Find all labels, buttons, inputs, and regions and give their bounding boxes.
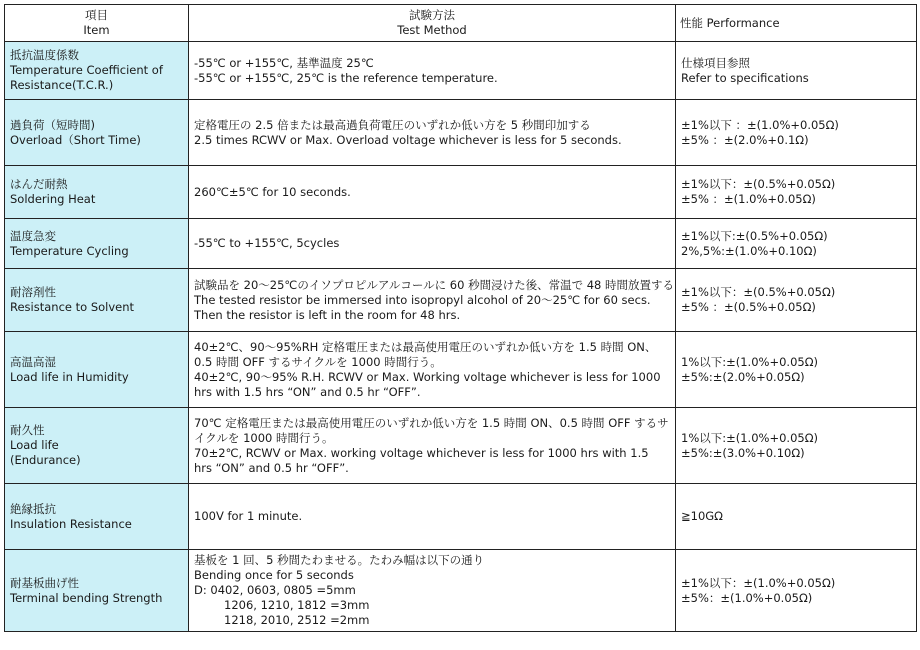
- method-text: 70±2℃, RCWV or Max. working voltage whichever is less for 1000 hrs with 1.5 hrs “ON” and 0.5 hr “OFF”.: [194, 445, 649, 475]
- method-cell: [189, 166, 676, 219]
- item-cell: [5, 269, 189, 332]
- performance-text: ±5%:±(2.0%+0.05Ω): [681, 369, 805, 384]
- performance-cell: [676, 42, 917, 100]
- item-name-en: Temperature Coefficient of Resistance(T.C.R.): [10, 63, 163, 92]
- method-text: 2.5 times RCWV or Max. Overload voltage whichever is less for 5 seconds.: [194, 132, 622, 147]
- performance-text: ±5%:±(3.0%+0.10Ω): [681, 445, 805, 460]
- method-text: 260℃±5℃ for 10 seconds.: [194, 184, 351, 199]
- header-item-ja: 項目: [85, 8, 108, 22]
- method-text: 40±2℃, 90～95% R.H. RCWV or Max. Working voltage whichever is less for 1000 hrs with 1.5 hrs “ON” and 0.5 hr “OFF”.: [194, 369, 661, 399]
- header-method-en: Test Method: [397, 23, 467, 37]
- method-text: 定格電圧の 2.5 倍または最高過負荷電圧のいずれか低い方を 5 秒間印加する: [194, 117, 591, 132]
- table-row: [5, 42, 917, 100]
- item-name-en: Overload（Short Time): [10, 132, 141, 147]
- item-name-en: Resistance to Solvent: [10, 300, 135, 314]
- method-text: -55℃ to +155℃, 5cycles: [194, 236, 340, 250]
- table-row: [5, 550, 917, 632]
- header-method: [189, 5, 676, 42]
- item-name-ja: 絶縁抵抗: [10, 501, 56, 516]
- performance-text: ±1%以下：±(1.0%+0.05Ω): [681, 575, 836, 590]
- method-text: 基板を 1 回、5 秒間たわませる。たわみ幅は以下の通り: [194, 553, 485, 567]
- item-cell: [5, 408, 189, 484]
- method-cell: [189, 332, 676, 408]
- table-row: [5, 269, 917, 332]
- performance-cell: [676, 408, 917, 484]
- method-text: 100V for 1 minute.: [194, 509, 303, 523]
- method-cell: [189, 408, 676, 484]
- performance-text: ±5% ：±(1.0%+0.05Ω): [681, 192, 816, 206]
- performance-text: ±1%以下：±(0.5%+0.05Ω): [681, 177, 836, 191]
- item-name-ja: はんだ耐熱: [10, 177, 68, 191]
- method-cell: [189, 219, 676, 269]
- item-name-ja: 抵抗温度係数: [10, 48, 79, 62]
- item-cell: [5, 166, 189, 219]
- item-name-ja: 温度急変: [10, 228, 56, 243]
- method-text: 試験品を 20～25℃のイソプロピルアルコールに 60 秒間浸けた後、常温で 48 時間放置する: [194, 277, 675, 292]
- performance-cell: [676, 100, 917, 166]
- performance-text: ±5% ：±(0.5%+0.05Ω): [681, 300, 816, 314]
- item-name-ja: 過負荷（短時間): [10, 117, 95, 132]
- header-performance: [676, 5, 917, 42]
- item-name-ja: 耐溶剤性: [10, 285, 56, 299]
- performance-cell: [676, 219, 917, 269]
- header-item-en: Item: [83, 23, 110, 37]
- item-name-en: Load life in Humidity: [10, 369, 129, 384]
- test-specification-table: [4, 4, 917, 632]
- table-row: [5, 166, 917, 219]
- item-cell: [5, 332, 189, 408]
- table-row: [5, 219, 917, 269]
- performance-cell: [676, 484, 917, 550]
- item-cell: [5, 42, 189, 100]
- method-cell: [189, 484, 676, 550]
- performance-text: Refer to specifications: [681, 70, 809, 85]
- performance-text: ≧10GΩ: [681, 509, 723, 523]
- item-name-ja: 耐久性: [10, 423, 45, 437]
- table-row: [5, 100, 917, 166]
- performance-cell: [676, 269, 917, 332]
- header-performance-label: 性能 Performance: [680, 15, 780, 30]
- method-cell: [189, 269, 676, 332]
- item-cell: [5, 219, 189, 269]
- table-row: [5, 408, 917, 484]
- performance-text: ±5%：±(1.0%+0.05Ω): [681, 590, 813, 605]
- table-row: [5, 332, 917, 408]
- performance-text: 1%以下:±(1.0%+0.05Ω): [681, 354, 818, 369]
- item-name-en: Insulation Resistance: [10, 516, 132, 531]
- item-name-en: Soldering Heat: [10, 192, 96, 206]
- performance-text: ±5% ：±(2.0%+0.1Ω): [681, 132, 809, 147]
- header-item: [5, 5, 189, 42]
- performance-text: 1%以下:±(1.0%+0.05Ω): [681, 430, 818, 445]
- item-name-en: Temperature Cycling: [10, 243, 129, 258]
- method-text: Bending once for 5 seconds: [194, 568, 354, 582]
- method-text: 1218, 2010, 2512 =2mm: [224, 613, 370, 627]
- method-text: 1206, 1210, 1812 =3mm: [224, 598, 370, 612]
- method-cell: [189, 42, 676, 100]
- performance-text: ±1%以下 ：±(1.0%+0.05Ω): [681, 117, 839, 132]
- performance-text: ±1%以下:±(0.5%+0.05Ω): [681, 228, 828, 243]
- method-text: D: 0402, 0603, 0805 =5mm: [194, 583, 356, 597]
- method-text: The tested resistor be immersed into isopropyl alcohol of 20～25℃ for 60 secs.: [194, 292, 651, 307]
- performance-cell: [676, 166, 917, 219]
- table-header-row: [5, 5, 917, 42]
- method-text: 40±2℃、90～95%RH 定格電圧または最高使用電圧のいずれか低い方を 1.5 時間 ON、0.5 時間 OFF するサイクルを 1000 時間行う。: [194, 339, 657, 369]
- performance-text: 仕様項目参照: [681, 55, 750, 70]
- method-cell: [189, 550, 676, 632]
- method-text: Then the resistor is left in the room for 48 hrs.: [194, 307, 461, 322]
- item-name-ja: 耐基板曲げ性: [10, 575, 79, 590]
- item-cell: [5, 484, 189, 550]
- method-text: 70℃ 定格電圧または最高使用電圧のいずれか低い方を 1.5 時間 ON、0.5 時間 OFF するサイクルを 1000 時間行う。: [194, 415, 669, 445]
- method-cell: [189, 100, 676, 166]
- item-name-ja: 高温高湿: [10, 354, 56, 369]
- item-name-en: Load life (Endurance): [10, 438, 81, 467]
- performance-text: ±1%以下：±(0.5%+0.05Ω): [681, 285, 836, 299]
- item-cell: [5, 100, 189, 166]
- header-method-ja: 試験方法: [409, 8, 455, 22]
- item-name-en: Terminal bending Strength: [10, 590, 163, 605]
- method-text: -55℃ or +155℃, 基準温度 25℃: [194, 55, 374, 70]
- table-row: [5, 484, 917, 550]
- item-cell: [5, 550, 189, 632]
- performance-cell: [676, 332, 917, 408]
- performance-text: 2%,5%:±(1.0%+0.10Ω): [681, 243, 817, 258]
- method-text: -55℃ or +155℃, 25℃ is the reference temperature.: [194, 70, 498, 85]
- performance-cell: [676, 550, 917, 632]
